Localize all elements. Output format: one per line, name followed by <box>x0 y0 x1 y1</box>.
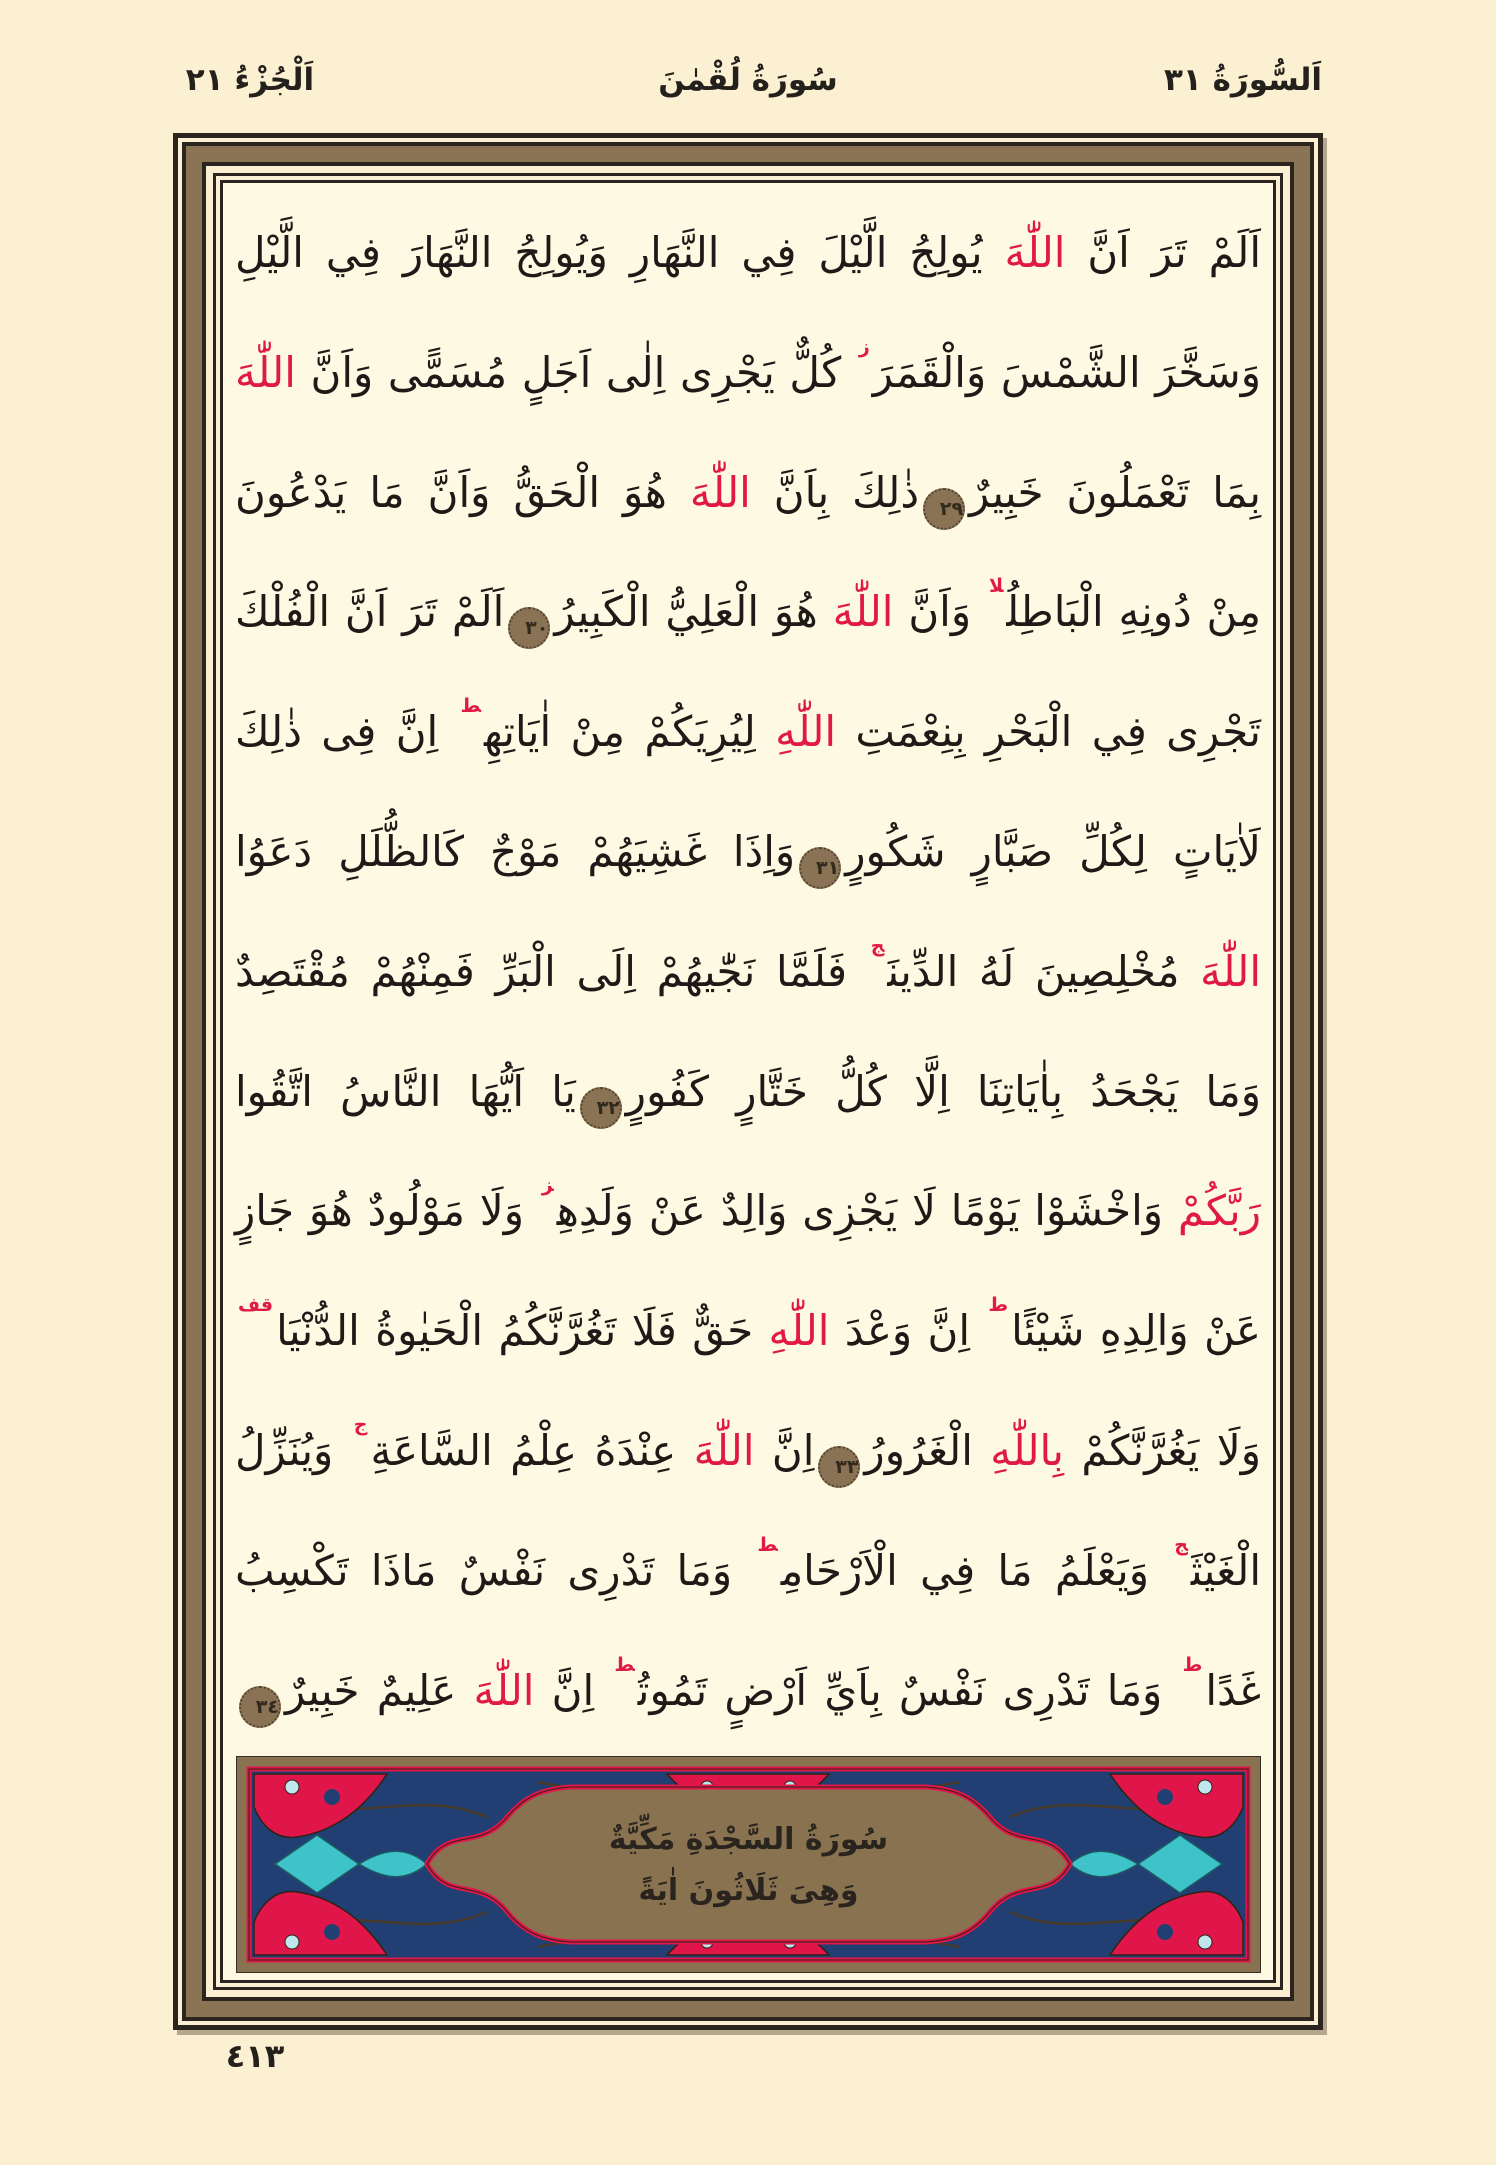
verse-line <box>235 552 1261 672</box>
verse-text: وَيُنَزِّلُ <box>235 1425 351 1475</box>
banner-surah-name: سُورَةُ السَّجْدَةِ مَكِّيَّةٌ <box>608 1821 889 1857</box>
verse-line <box>235 672 1261 792</box>
highlighted-word: اللّٰهِ <box>775 707 837 757</box>
pause-mark: ج <box>1174 1533 1188 1556</box>
verse-text: وَسَخَّرَ الشَّمْسَ وَالْقَمَرَ <box>872 347 1261 397</box>
verse-line <box>235 313 1261 433</box>
highlighted-word: اللّٰهَ <box>832 587 894 637</box>
verse-text: غَدًا <box>1205 1665 1261 1715</box>
verse-line <box>235 1151 1261 1271</box>
verse-text: وَاخْشَوْا يَوْمًا لَا يَجْزِى وَالِدٌ عَنْ وَلَدِهِ <box>556 1186 1178 1236</box>
quran-text-block <box>235 193 1261 1750</box>
verse-number-marker: ٣٣ <box>818 1446 860 1488</box>
verse-text: يُولِجُ الَّيْلَ فِي النَّهَارِ وَيُولِجُ النَّهَارَ فِي الَّيْلِ <box>235 228 1005 277</box>
header-surah-title: سُورَةُ لُقْمٰنَ <box>658 62 838 98</box>
frame-olive-band <box>186 146 1310 2017</box>
verse-text: لِيُرِيَكُمْ مِنْ اٰيَاتِهِ <box>483 707 776 757</box>
verse-line <box>235 193 1261 313</box>
verse-text: وَاَنَّ <box>893 587 986 637</box>
verse-text: اَلَمْ تَرَ اَنَّ الْفُلْكَ <box>235 587 505 637</box>
pause-mark: ج <box>353 1413 368 1436</box>
highlighted-word: رَبَّكُمْ <box>1177 1186 1261 1236</box>
verse-text: بِمَا تَعْمَلُونَ خَبِيرٌ <box>969 467 1261 517</box>
highlighted-word: اللّٰهَ <box>693 1425 755 1475</box>
pause-mark: ز <box>858 335 870 358</box>
highlighted-word: اللّٰهِ <box>768 1306 830 1356</box>
frame-line-3 <box>202 162 1294 2001</box>
page-number: ٤١٣ <box>225 2037 285 2075</box>
verse-line <box>235 1032 1261 1152</box>
verse-text: عَنْ وَالِدِهِ شَيْئًا <box>1011 1306 1261 1356</box>
highlighted-word: اللّٰهَ <box>473 1665 535 1715</box>
highlighted-word: اللّٰهَ <box>1004 228 1066 277</box>
verse-number-marker: ٣٢ <box>580 1087 622 1129</box>
highlighted-word: بِاللّٰهِ <box>990 1425 1064 1475</box>
frame-line-2 <box>182 142 1314 2021</box>
pause-mark: ط <box>614 1653 635 1676</box>
page-frame <box>173 133 1323 2030</box>
pause-mark: ط <box>988 1294 1009 1317</box>
surah-sajdah-banner <box>237 1757 1260 1972</box>
verse-line <box>235 1511 1261 1631</box>
banner-verse-count: وَهِىَ ثَلَاثُونَ اٰيَةً <box>638 1872 859 1908</box>
verse-text: اِنَّ <box>754 1425 815 1475</box>
verse-line <box>235 1631 1261 1751</box>
verse-text: وَلَا يَغُرَّنَّكُمْ <box>1064 1425 1261 1475</box>
highlighted-word: اللّٰهَ <box>235 347 296 397</box>
verse-text: ذٰلِكَ بِاَنَّ <box>750 467 920 517</box>
verse-line <box>235 792 1261 912</box>
verse-text: عِنْدَهُ عِلْمُ السَّاعَةِ <box>370 1425 694 1475</box>
verse-number-marker: ٣٠ <box>508 607 550 649</box>
verse-text: وَاِذَا غَشِيَهُمْ مَوْجٌ كَالظُّلَلِ دَعَوُا <box>235 826 796 876</box>
verse-text: هُوَ الْعَلِيُّ الْكَبِيرُ <box>554 587 833 637</box>
verse-text: وَمَا يَجْحَدُ بِاٰيَاتِنَا اِلَّا كُلُّ خَتَّارٍ كَفُورٍ <box>625 1066 1261 1116</box>
verse-text: مِنْ دُونِهِ الْبَاطِلُ <box>1006 587 1262 637</box>
text-panel <box>220 180 1276 1983</box>
verse-text: كُلٌّ يَجْرِى اِلٰى اَجَلٍ مُسَمًّى وَاَنَّ <box>295 347 856 397</box>
verse-text: اِنَّ فِى ذٰلِكَ <box>235 707 458 757</box>
verse-text: مُخْلِصِينَ لَهُ الدِّينَ <box>887 946 1201 996</box>
verse-text: وَلَا مَوْلُودٌ هُوَ جَازٍ <box>235 1186 539 1236</box>
verse-text: يَا اَيُّهَا النَّاسُ اتَّقُوا <box>235 1066 576 1116</box>
header-surah-number: اَلسُّورَةُ ٣١ <box>1163 62 1323 98</box>
verse-number-marker: ٣٤ <box>239 1686 281 1728</box>
banner-ornament-graphic <box>237 1757 1260 1972</box>
highlighted-word: اللّٰهَ <box>689 467 751 517</box>
frame-line-4 <box>213 173 1283 1990</box>
verse-line <box>235 912 1261 1032</box>
header-juz-label: اَلْجُزْءُ ٢١ <box>185 62 315 98</box>
verse-text: اِنَّ <box>534 1665 612 1715</box>
verse-line <box>235 1271 1261 1391</box>
verse-line <box>235 1391 1261 1511</box>
highlighted-word: اللّٰهَ <box>1200 946 1262 996</box>
verse-text: حَقٌّ فَلَا تَغُرَّنَّكُمُ الْحَيٰوةُ الدُّنْيَا <box>276 1306 769 1356</box>
verse-text: هُوَ الْحَقُّ وَاَنَّ مَا يَدْعُونَ <box>235 467 690 517</box>
verse-text: لَاٰيَاتٍ لِكُلِّ صَبَّارٍ شَكُورٍ <box>845 826 1261 876</box>
verse-text: تَجْرِى فِي الْبَحْرِ بِنِعْمَتِ <box>836 707 1261 757</box>
verse-number-marker: ٣١ <box>799 847 841 889</box>
verse-text: عَلِيمٌ خَبِيرٌ <box>285 1665 474 1715</box>
pause-mark: ط <box>1182 1653 1203 1676</box>
verse-text: وَمَا تَدْرِى نَفْسٌ مَاذَا تَكْسِبُ <box>235 1545 755 1595</box>
verse-text: الْغَرُورُ <box>864 1425 991 1475</box>
verse-text: الْغَيْثَ <box>1190 1545 1261 1595</box>
verse-line <box>235 433 1261 553</box>
pause-mark: ط <box>460 695 481 718</box>
pause-mark: ط <box>757 1533 778 1556</box>
pause-mark: ز <box>541 1174 554 1197</box>
verse-text: وَمَا تَدْرِى نَفْسٌ بِاَيِّ اَرْضٍ تَمُوتُ <box>637 1665 1180 1715</box>
pause-mark: قف <box>238 1294 274 1317</box>
verse-number-marker: ٢٩ <box>923 488 965 530</box>
pause-mark: ج <box>870 934 885 957</box>
verse-text: فَلَمَّا نَجّٰيهُمْ اِلَى الْبَرِّ فَمِنْهُمْ مُقْتَصِدٌ <box>235 946 868 996</box>
pause-mark: لا <box>988 575 1004 598</box>
verse-text: اِنَّ وَعْدَ <box>829 1306 986 1356</box>
verse-text: وَيَعْلَمُ مَا فِي الْاَرْحَامِ <box>780 1545 1172 1595</box>
verse-text: اَلَمْ تَرَ اَنَّ <box>1065 228 1261 277</box>
